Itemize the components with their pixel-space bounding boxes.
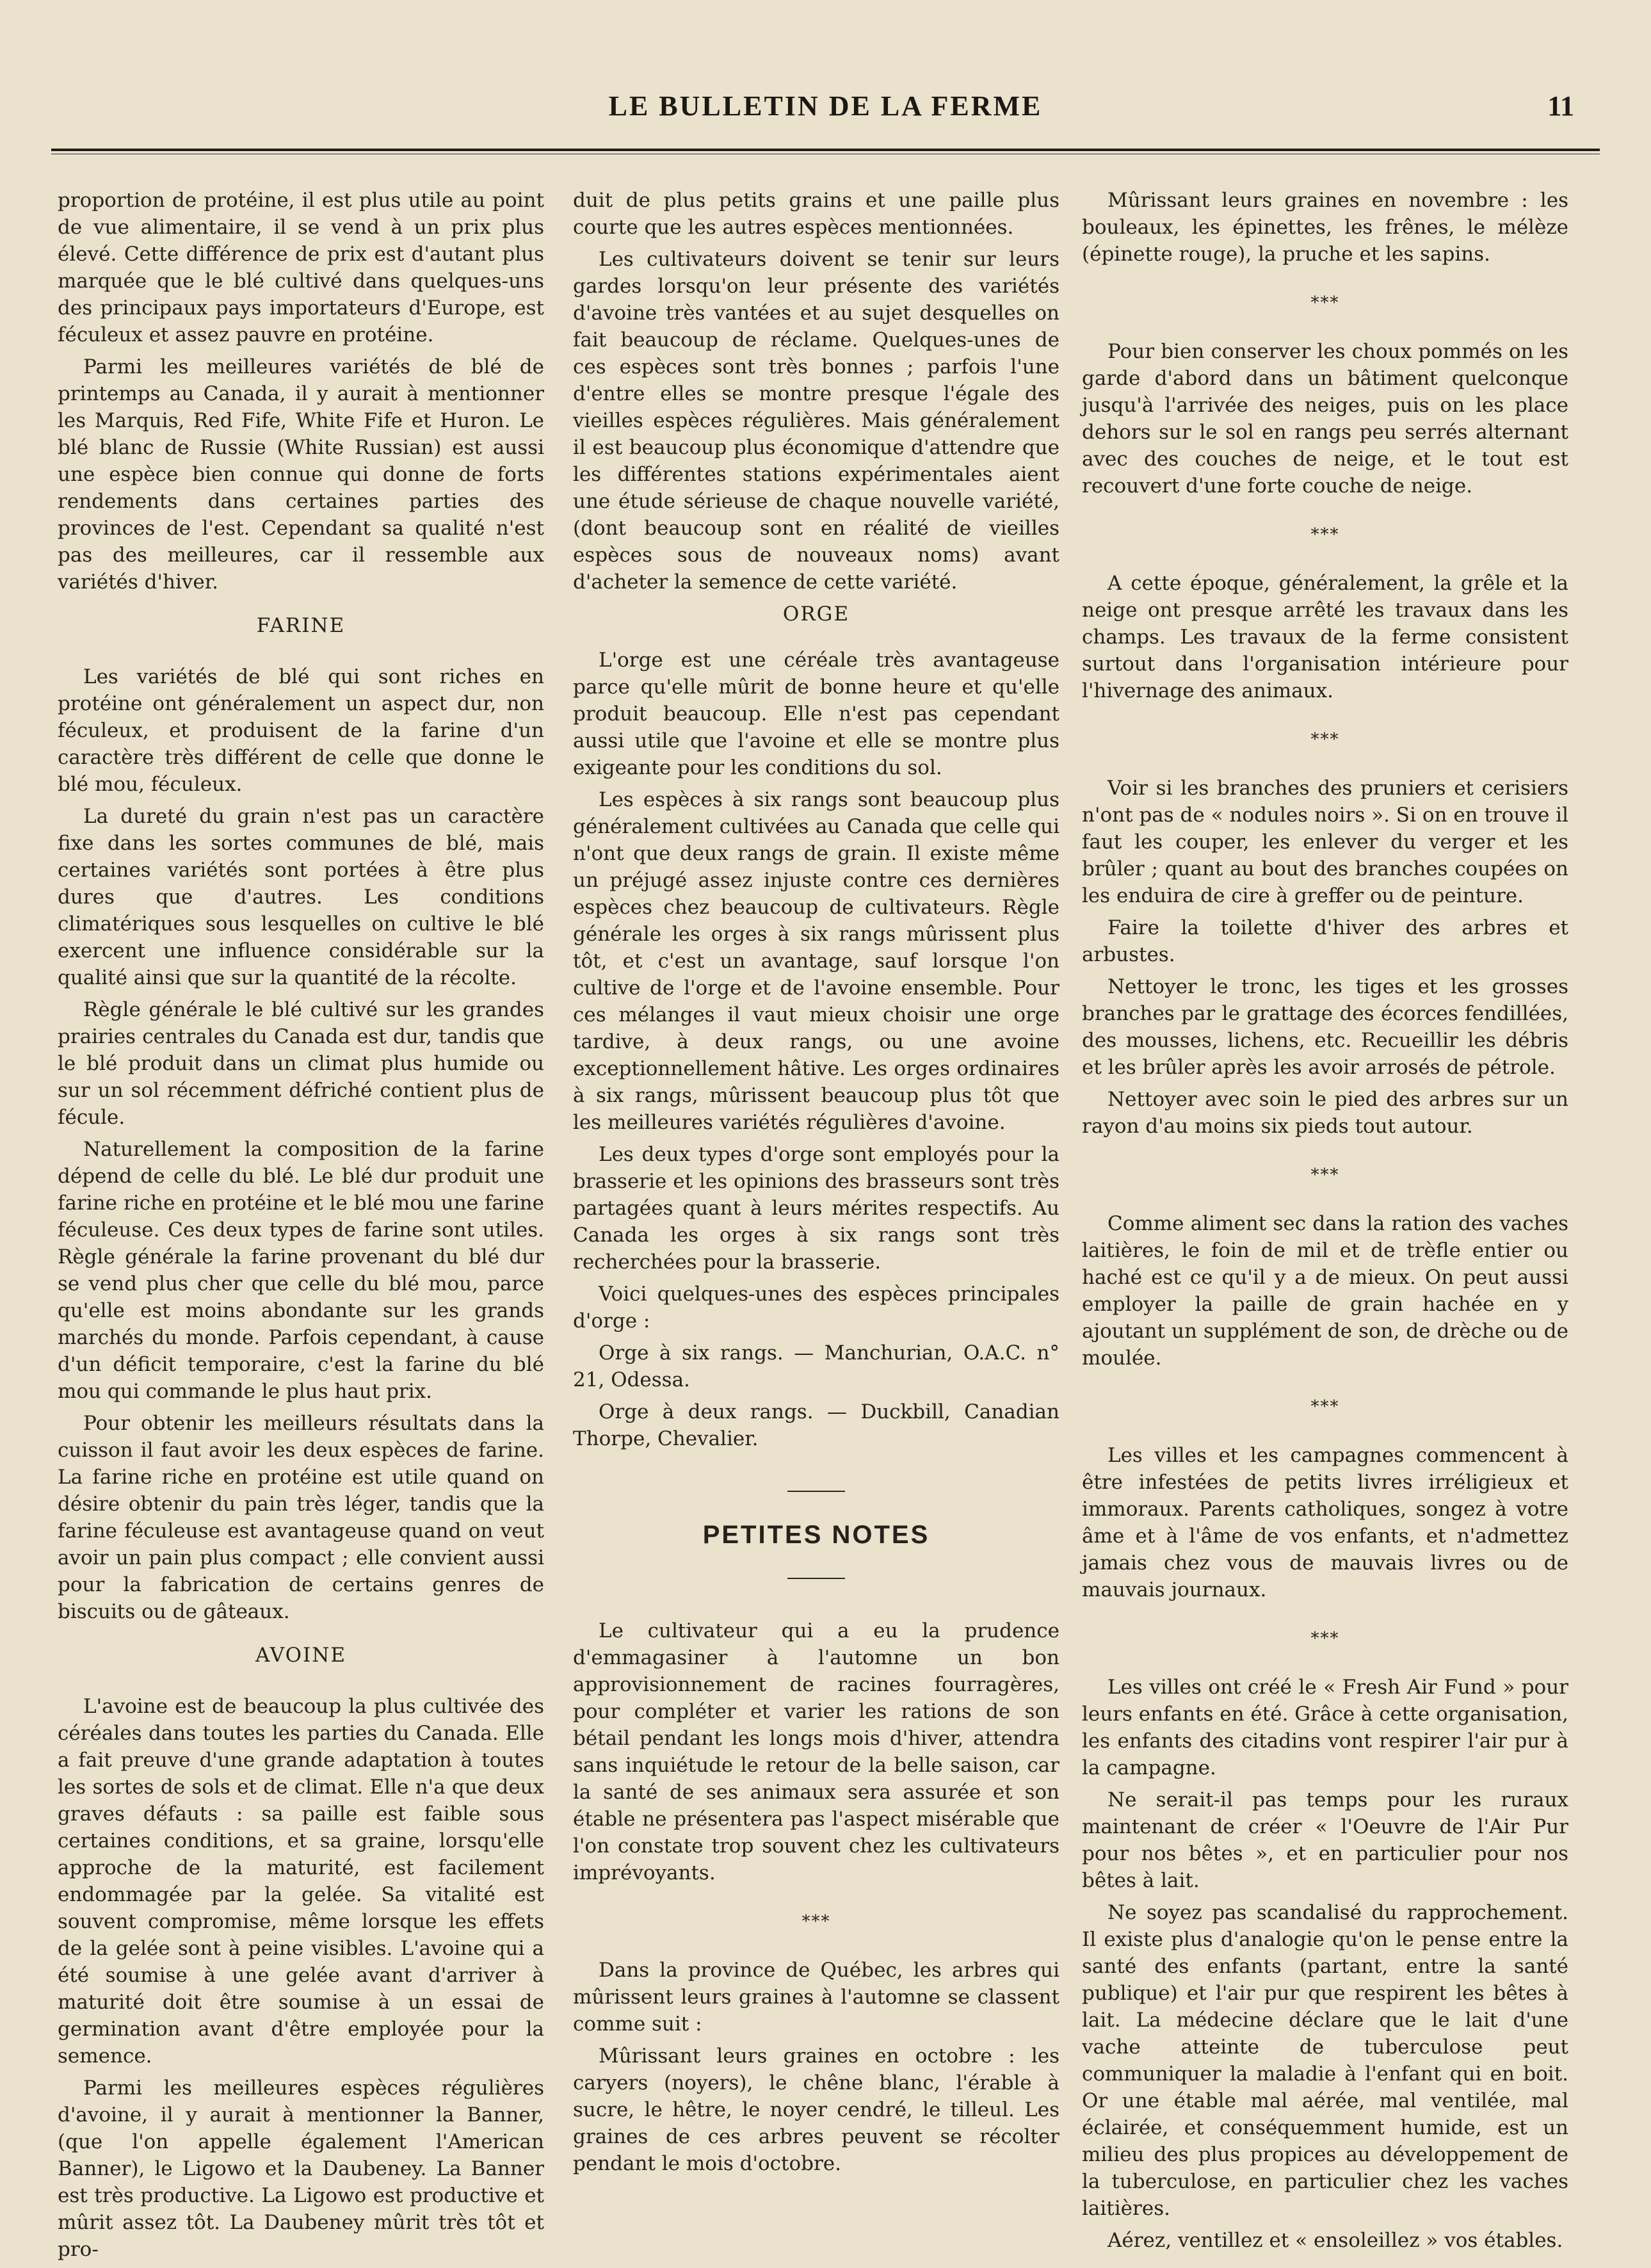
paragraph: Voir si les branches des pruniers et cerisiers n'ont pas de « nodules noirs ». Si on en trouve il faut les couper, les enlever du verger et les brûler ; quant au bout des branches coupées on les enduira de cire à greffer ou de peinture. <box>1082 777 1568 907</box>
paragraph: Nettoyer le tronc, les tiges et les grosses branches par le grattage des écorces fendillées, des mousses, lichens, etc. Recueillir les débris et les brûler après les avoir arrosés de pétrole. <box>1082 975 1568 1079</box>
paragraph: Voici quelques-unes des espèces principales d'orge : <box>573 1283 1059 1332</box>
paragraph: Le cultivateur qui a eu la prudence d'emmagasiner à l'automne un bon approvisionnement de racines fourragères, pour compléter et varier les rations de son bétail pendant les longs mois d'hiver, attendra sans inquiétude le retour de la belle saison, car la santé de ses animaux sera assurée et son étable ne présentera pas l'aspect misérable que l'on constate trop souvent chez les cultivateurs imprévoyants. <box>573 1619 1059 1884</box>
asterism-divider: *** <box>1310 730 1340 749</box>
paragraph: L'orge est une céréale très avantageuse parce qu'elle mûrit de bonne heure et qu'elle produit beaucoup. Elle n'est pas cependant aussi utile que l'avoine et elle se montre plus exigeante pour les conditions du sol. <box>573 649 1059 779</box>
asterism-divider: *** <box>1310 1629 1340 1648</box>
paragraph: A cette époque, généralement, la grêle et la neige ont presque arrêté les travaux dans les champs. Les travaux de la ferme consistent surtout dans l'organisation intérieure pour l'hivernage des animaux. <box>1082 572 1568 702</box>
paragraph: Comme aliment sec dans la ration des vaches laitières, le foin de mil et de trèfle entier ou haché est ce qu'il y a de mieux. On peut aussi employer la paille de grain hachée en y ajoutant un supplément de son, de drèche ou de moulée. <box>1082 1212 1568 1370</box>
asterism-divider: *** <box>1310 1165 1340 1185</box>
paragraph: Parmi les meilleures variétés de blé de printemps au Canada, il y aurait à mentionner les Marquis, Red Fife, White Fife et Huron. Le blé blanc de Russie (White Russian) est aussi une espèce bien connue qui donne de forts rendements dans certaines parties des provinces de l'est. Cependant sa qualité n'est pas des meilleures, car il ressemble aux variétés d'hiver. <box>58 355 544 594</box>
paragraph: Orge à six rangs. — Manchurian, O.A.C. n° 21, Odessa. <box>573 1341 1059 1391</box>
paragraph: Ne serait-il pas temps pour les ruraux maintenant de créer « l'Oeuvre de l'Air Pur pour nos bêtes », et en particulier pour nos bêtes à lait. <box>1082 1788 1568 1892</box>
asterism-divider: *** <box>1310 293 1340 312</box>
page-number: 11 <box>1547 90 1574 122</box>
paragraph: Les cultivateurs doivent se tenir sur leurs gardes lorsqu'on leur présente des variétés d'avoine très vantées et au sujet desquelles on fait beaucoup de réclame. Quelques-unes de ces espèces sont très bonnes ; parfois l'une d'entre elles se montre presque l'égale des vieilles espèces régulières. Mais généralement il est beaucoup plus économique d'attendre que les différentes stations expérimentales aient une étude sérieuse de chaque nouvelle variété, (dont beaucoup sont en réalité de vieilles espèces sous de nouveaux noms) avant d'acheter la semence de cette variété. <box>573 248 1059 594</box>
divider <box>787 1578 845 1579</box>
paragraph: Les villes ont créé le « Fresh Air Fund » pour leurs enfants en été. Grâce à cette organisation, les enfants des citadins vont respirer l'air pur à la campagne. <box>1082 1676 1568 1779</box>
paragraph: Parmi les meilleures espèces régulières d'avoine, il y aurait à mentionner la Banner, (que l'on appelle également l'American Banner), le Ligowo et la Daubeney. La Banner est très productive. La Ligowo est productive et mûrit assez tôt. La Daubeney mûrit très tôt et pro- <box>58 2077 544 2261</box>
publication-title: LE BULLETIN DE LA FERME <box>608 90 1043 122</box>
column-3 <box>1082 187 1568 2259</box>
paragraph: Nettoyer avec soin le pied des arbres sur un rayon d'au moins six pieds tout autour. <box>1082 1088 1568 1138</box>
paragraph: Les villes et les campagnes commencent à être infestées de petits livres irréligieux et immoraux. Parents catholiques, songez à votre âme et à l'âme de vos enfants, et n'admettez jamais chez vous de mauvais livres ou de mauvais journaux. <box>1082 1444 1568 1601</box>
paragraph: Les deux types d'orge sont employés pour la brasserie et les opinions des brasseurs sont très partagées quant à leurs mérites respectifs. Au Canada les orges à six rangs sont très recherchées pour la brasserie. <box>573 1143 1059 1274</box>
paragraph: La dureté du grain n'est pas un caractère fixe dans les sortes communes de blé, mais certaines variétés sont portées à être plus dures que d'autres. Les conditions climatériques sous lesquelles on cultive le blé exercent une influence considérable sur la qualité ainsi que sur la quantité de la récolte. <box>58 805 544 989</box>
column-1 <box>58 187 544 2268</box>
paragraph: L'avoine est de beaucoup la plus cultivée des céréales dans toutes les parties du Canada. Elle a fait preuve d'une grande adaptation à toutes les sortes de sols et de climat. Elle n'a que deux graves défauts : sa paille est faible sous certaines conditions, et sa graine, lorsqu'elle approche de la maturité, est facilement endommagée par la gelée. Sa vitalité est souvent compromise, même lorsque les effets de la gelée sont à peine visibles. L'avoine qui a été soumise à une gelée avant d'arriver à maturité doit être soumise à un essai de germination avant d'être employée pour la semence. <box>58 1695 544 2068</box>
paragraph: Orge à deux rangs. — Duckbill, Canadian Thorpe, Chevalier. <box>573 1400 1059 1450</box>
section-heading-farine: FARINE <box>256 614 346 637</box>
paragraph: Pour obtenir les meilleurs résultats dans la cuisson il faut avoir les deux espèces de farine. La farine riche en protéine est utile quand on désire obtenir du pain très léger, tandis que la farine féculeuse est avantageuse quand on veut avoir un pain plus compact ; elle convient aussi pour la fabrication de certains genres de biscuits ou de gâteaux. <box>58 1412 544 1623</box>
divider <box>787 1491 845 1492</box>
paragraph: Les variétés de blé qui sont riches en protéine ont généralement un aspect dur, non féculeux, et produisent de la farine d'un caractère très différent de celle que donne le blé mou, féculeux. <box>58 665 544 796</box>
paragraph: Règle générale le blé cultivé sur les grandes prairies centrales du Canada est dur, tandis que le blé produit dans un climat plus humide ou sur un sol récemment défriché contient plus de fécule. <box>58 998 544 1129</box>
section-heading-avoine: AVOINE <box>255 1644 347 1667</box>
asterism-divider: *** <box>1310 1397 1340 1416</box>
paragraph: Pour bien conserver les choux pommés on les garde d'abord dans un bâtiment quelconque jusqu'à l'arrivée des neiges, puis on les place dehors sur le sol en rangs peu serrés alternant avec des couches de neige, et le tout est recouvert d'une forte couche de neige. <box>1082 340 1568 498</box>
paragraph: Dans la province de Québec, les arbres qui mûrissent leurs graines à l'automne se classent comme suit : <box>573 1959 1059 2036</box>
paragraph: Les espèces à six rangs sont beaucoup plus généralement cultivées au Canada que celle qui n'ont que deux rangs de grain. Il existe même un préjugé assez injuste contre ces dernières espèces chez beaucoup de cultivateurs. Règle générale les orges à six rangs mûrissent plus tôt, et c'est un avantage, sauf lorsque l'on cultive de l'orge et de l'avoine ensemble. Pour ces mélanges il vaut mieux choisir une orge tardive, à deux rangs, ou une avoine exceptionnellement hâtive. Les orges ordinaires à six rangs, mûrissent beaucoup plus tôt que les meilleures variétés régulières d'avoine. <box>573 788 1059 1134</box>
paragraph: Aérez, ventillez et « ensoleillez » vos étables. <box>1107 2229 1563 2252</box>
asterism-divider: *** <box>1310 525 1340 544</box>
running-header <box>51 90 1600 134</box>
paragraph: Mûrissant leurs graines en octobre : les caryers (noyers), le chêne blanc, l'érable à sucre, le hêtre, le noyer cendré, le tilleul. Les graines de ces arbres peuvent se récolter pendant le mois d'octobre. <box>573 2045 1059 2175</box>
header-rule <box>51 149 1600 154</box>
section-heading-orge: ORGE <box>782 603 850 626</box>
paragraph: Mûrissant leurs graines en novembre : les bouleaux, les épinettes, les frênes, le mélèze (épinette rouge), la pruche et les sapins. <box>1082 189 1568 266</box>
paragraph: duit de plus petits grains et une paille plus courte que les autres espèces mentionnées. <box>573 189 1059 239</box>
column-2 <box>573 187 1059 2182</box>
asterism-divider: *** <box>801 1912 831 1931</box>
paragraph: Faire la toilette d'hiver des arbres et arbustes. <box>1082 916 1568 966</box>
paragraph: Ne soyez pas scandalisé du rapprochement. Il existe plus d'analogie qu'on le pense entre la santé des enfants (partant, entre la santé publique) et l'air pur que respirent les bêtes à lait. La médecine déclare que le lait d'une vache atteinte de tuberculose peut communiquer la maladie à l'enfant qui en boit. Or une étable mal aérée, mal ventilée, mal éclairée, et conséquemment humide, est un milieu des plus propices au développement de la tuberculose, en particulier chez les vaches laitières. <box>1082 1901 1568 2220</box>
paragraph: Naturellement la composition de la farine dépend de celle du blé. Le blé dur produit une farine riche en protéine et le blé mou une farine féculeuse. Ces deux types de farine sont utiles. Règle générale la farine provenant du blé dur se vend plus cher que celle du blé mou, parce qu'elle est moins abondante sur les grands marchés du monde. Parfois cependant, à cause d'un déficit temporaire, c'est la farine du blé mou qui commande le plus haut prix. <box>58 1138 544 1403</box>
section-heading-petites-notes: PETITES NOTES <box>702 1521 930 1549</box>
paragraph: proportion de protéine, il est plus utile au point de vue alimentaire, il se vend à un prix plus élevé. Cette différence de prix est d'autant plus marquée que le blé cultivé dans quelques-uns des principaux pays importateurs d'Europe, est féculeux et assez pauvre en protéine. <box>58 189 544 346</box>
